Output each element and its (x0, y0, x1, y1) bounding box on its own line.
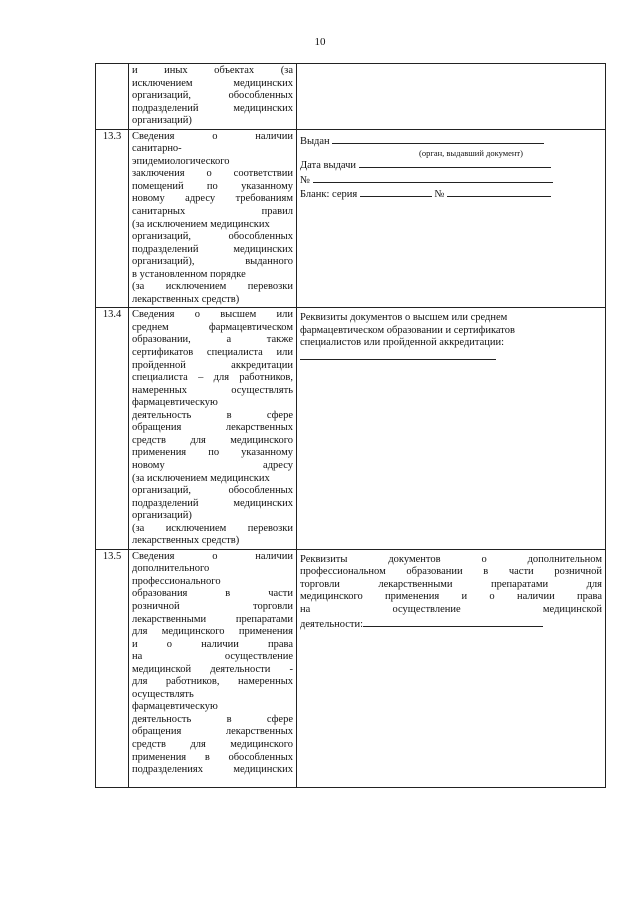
row-number: 13.3 (96, 129, 129, 308)
description-line: (за исключением перевозки (132, 281, 293, 293)
table-row (96, 129, 606, 308)
row-number (96, 64, 129, 130)
issued-by-field[interactable] (332, 134, 544, 144)
description-line: фармацевтическую (132, 397, 218, 409)
row-info (297, 549, 606, 787)
info-text-line: на осуществление медицинской (300, 603, 602, 615)
description-line: Сведения о наличии (132, 130, 293, 142)
additional-education-field[interactable] (363, 617, 543, 627)
description-line: дополнительного (132, 563, 210, 575)
row-info (297, 64, 606, 130)
document-number-line (300, 173, 602, 188)
description-line: Сведения о высшем или (132, 309, 293, 321)
info-text-line: специалистов или пройденной аккредитации: (300, 337, 505, 349)
description-line: организаций) (132, 510, 192, 522)
description-line: организаций), выданного (132, 256, 293, 268)
description-line: помещений по указанному (132, 180, 293, 192)
document-number-field[interactable] (313, 173, 553, 183)
description-line: среднем фармацевтическом (132, 321, 293, 333)
form-number-field[interactable] (447, 187, 551, 197)
info-text-line: Реквизиты документов о дополнительном (300, 553, 602, 565)
description-line: образования в части (132, 588, 293, 600)
description-line: (за исключением перевозки (132, 522, 293, 534)
description-line: для медицинского применения (132, 626, 293, 638)
row-info (297, 308, 606, 549)
description-line: в установленном порядке (132, 268, 246, 280)
description-line: заключения о соответствии (132, 168, 293, 180)
description-line: деятельность в сфере (132, 409, 293, 421)
description-line: и иных объектах (за (132, 65, 293, 76)
row-description (129, 549, 297, 787)
description-line: обращения лекарственных (132, 726, 293, 738)
description-line: новому адресу требованиям (132, 193, 293, 205)
description-line: применения по указанному (132, 447, 293, 459)
issue-date-line (300, 158, 602, 173)
education-details-field[interactable] (300, 350, 496, 360)
description-line: на осуществление (132, 651, 293, 663)
description-line: организаций, обособленных (132, 485, 293, 497)
description-line: обращения лекарственных (132, 422, 293, 434)
description-line: профессионального (132, 575, 221, 587)
issued-by-label: Выдан (300, 135, 330, 147)
info-text-line: деятельности: (300, 618, 364, 630)
table-row (96, 64, 606, 130)
info-text-line: торговли лекарственными препаратами для (300, 578, 602, 590)
description-line: и о наличии права (132, 638, 293, 650)
description-line: сертификатов специалиста или (132, 347, 293, 359)
education-details-line (300, 350, 602, 365)
page-number: 10 (314, 36, 326, 48)
description-line: фармацевтическую (132, 701, 218, 713)
description-line: средств для медицинского (132, 738, 293, 750)
description-line: организаций) (132, 115, 192, 127)
description-line: образовании, а также (132, 334, 293, 346)
issued-by-caption: (орган, выдавший документ) (419, 148, 523, 159)
description-line: пройденной аккредитации (132, 359, 293, 371)
description-line: лекарственных средств) (132, 535, 240, 547)
description-line: медицинской деятельности - (132, 663, 293, 675)
form-series-label: Бланк: серия (300, 189, 358, 201)
info-text-line: профессиональном образовании в части розничной (300, 566, 602, 578)
description-line: эпидемиологического (132, 155, 230, 167)
description-line: организаций, обособленных (132, 231, 293, 243)
description-line: санитарных правил (132, 206, 293, 218)
row-number: 13.4 (96, 308, 129, 549)
description-line: исключением медицинских (132, 77, 293, 89)
document-table (95, 63, 606, 788)
row-number: 13.5 (96, 549, 129, 787)
row-description (129, 64, 297, 130)
description-line: розничной торговли (132, 600, 293, 612)
issue-date-label: Дата выдачи (300, 160, 357, 172)
description-line: деятельность в сфере (132, 713, 293, 725)
info-text-line: фармацевтическом образовании и сертификатов (300, 324, 515, 336)
table-row (96, 308, 606, 549)
description-line: лекарственными препаратами (132, 613, 293, 625)
description-line: подразделений медицинских (132, 102, 293, 114)
form-series-line (300, 187, 602, 202)
description-line: специалиста – для работников, (132, 372, 293, 384)
document-number-label: № (300, 174, 311, 186)
row-description (129, 308, 297, 549)
table-row (96, 549, 606, 787)
row-description (129, 129, 297, 308)
description-line: (за исключением медицинских (132, 472, 270, 484)
description-line: подразделений медицинских (132, 497, 293, 509)
description-line: намеренных осуществлять (132, 384, 293, 396)
description-line: для работников, намеренных (132, 676, 293, 688)
form-series-field[interactable] (360, 187, 432, 197)
description-line: Сведения о наличии (132, 550, 293, 562)
additional-education-line (300, 617, 602, 632)
description-line: организаций, обособленных (132, 90, 293, 102)
info-text-line: Реквизиты документов о высшем или среднем (300, 312, 508, 324)
description-line: новому адресу (132, 459, 293, 471)
description-line: подразделениях медицинских (132, 764, 293, 776)
description-line: осуществлять (132, 688, 194, 700)
issued-by-line (300, 134, 602, 149)
description-line: (за исключением медицинских (132, 218, 270, 230)
info-text-line: медицинского применения и о наличии права (300, 591, 602, 603)
description-line: лекарственных средств) (132, 293, 240, 305)
form-number-label: № (434, 189, 445, 201)
description-line: применения в обособленных (132, 751, 293, 763)
row-info (297, 129, 606, 308)
description-line: подразделений медицинских (132, 243, 293, 255)
description-line: санитарно- (132, 143, 182, 155)
description-line: средств для медицинского (132, 434, 293, 446)
issue-date-field[interactable] (359, 158, 551, 168)
